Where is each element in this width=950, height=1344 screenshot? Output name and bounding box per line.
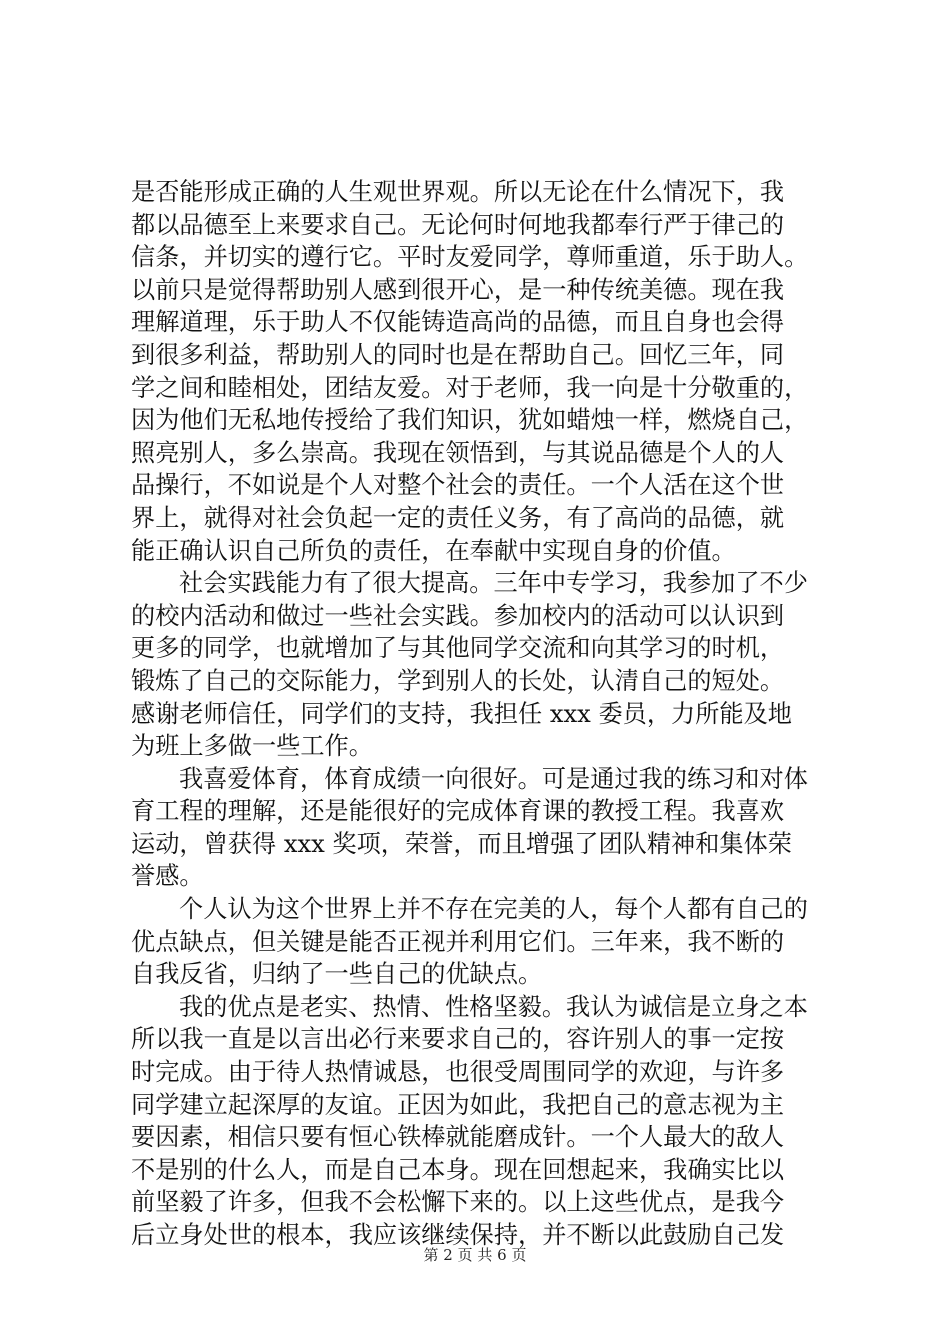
text-line: 前坚毅了许多，但我不会松懈下来的。以上这些优点，是我今	[131, 1188, 785, 1217]
body-text	[131, 176, 836, 1252]
text-line: 后立身处世的根本，我应该继续保持，并不断以此鼓励自己发	[131, 1221, 785, 1249]
text-line: 的校内活动和做过一些社会实践。参加校内的活动可以认识到	[131, 601, 785, 630]
text-line: 为班上多做一些工作。	[131, 732, 373, 761]
text-line: 学之间和睦相处，团结友爱。对于老师，我一向是十分敬重的，	[131, 373, 809, 402]
text-line: 以前只是觉得帮助别人感到很开心，是一种传统美德。现在我	[131, 275, 785, 304]
text-line: 誉感。	[131, 862, 204, 891]
text-line: 运动，曾获得 xxx 奖项，荣誉，而且增强了团队精神和集体荣	[131, 829, 792, 858]
text-line: 要因素，相信只要有恒心铁棒就能磨成针。一个人最大的敌人	[131, 1123, 785, 1152]
text-line: 我的优点是老实、热情、性格坚毅。我认为诚信是立身之本	[179, 992, 808, 1021]
text-line: 因为他们无私地传授给了我们知识，犹如蜡烛一样，燃烧自己，	[131, 406, 809, 435]
text-line: 感谢老师信任，同学们的支持，我担任 xxx 委员，力所能及地	[131, 699, 792, 728]
text-line: 信条，并切实的遵行它。平时友爱同学，尊师重道，乐于助人。	[131, 243, 809, 272]
text-line: 品操行，不如说是个人对整个社会的责任。一个人活在这个世	[131, 471, 785, 500]
text-line: 更多的同学，也就增加了与其他同学交流和向其学习的时机，	[131, 634, 785, 663]
text-line: 时完成。由于待人热情诚恳，也很受周围同学的欢迎，与许多	[131, 1058, 785, 1087]
text-line: 界上，就得对社会负起一定的责任义务，有了高尚的品德，就	[131, 503, 785, 532]
text-line: 社会实践能力有了很大提高。三年中专学习，我参加了不少	[179, 569, 808, 598]
text-line: 照亮别人，多么崇高。我现在领悟到，与其说品德是个人的人	[131, 438, 785, 467]
text-line: 育工程的理解，还是能很好的完成体育课的教授工程。我喜欢	[131, 797, 785, 826]
text-line: 我喜爱体育，体育成绩一向很好。可是通过我的练习和对体	[179, 764, 808, 793]
text-line: 是否能形成正确的人生观世界观。所以无论在什么情况下，我	[131, 178, 785, 206]
page-footer: 第 2 页 共 6 页	[423, 1246, 527, 1264]
text-line: 所以我一直是以言出必行来要求自己的，容许别人的事一定按	[131, 1025, 785, 1054]
text-line: 同学建立起深厚的友谊。正因为如此，我把自己的意志视为主	[131, 1090, 785, 1119]
text-line: 优点缺点，但关键是能否正视并利用它们。三年来，我不断的	[131, 927, 785, 956]
text-line: 锻炼了自己的交际能力，学到别人的长处，认清自己的短处。	[131, 666, 785, 695]
text-line: 能正确认识自己所负的责任，在奉献中实现自身的价值。	[131, 536, 736, 565]
text-line: 不是别的什么人，而是自己本身。现在回想起来，我确实比以	[131, 1155, 785, 1184]
text-line: 都以品德至上来要求自己。无论何时何地我都奉行严于律己的	[131, 210, 785, 239]
text-line: 个人认为这个世界上并不存在完美的人，每个人都有自己的	[179, 895, 808, 924]
text-line: 自我反省，归纳了一些自己的优缺点。	[131, 960, 543, 989]
text-line: 到很多利益，帮助别人的同时也是在帮助自己。回忆三年，同	[131, 340, 785, 369]
text-line: 理解道理，乐于助人不仅能铸造高尚的品德，而且自身也会得	[131, 308, 785, 337]
